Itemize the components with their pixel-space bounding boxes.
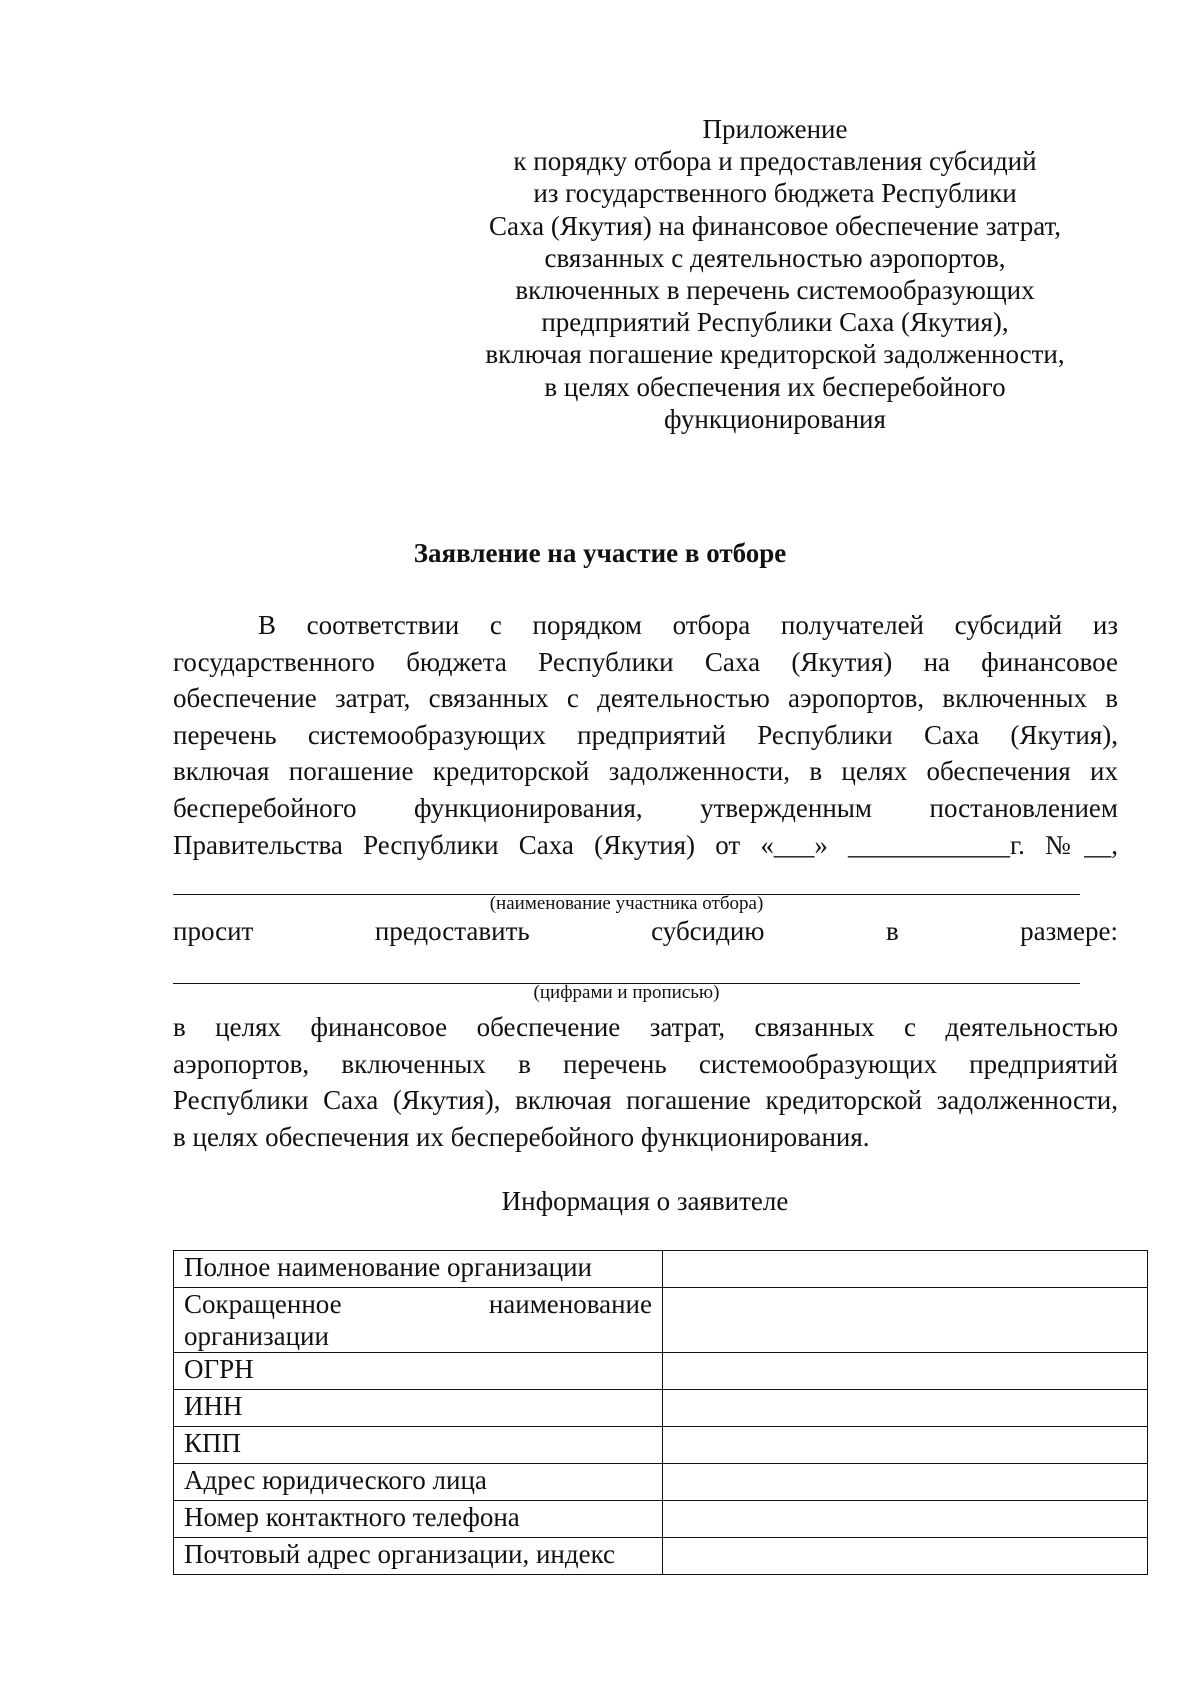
row-value-field[interactable] <box>663 1251 1148 1288</box>
row-label: Полное наименование организации <box>174 1251 663 1288</box>
table-row <box>174 1501 1148 1538</box>
appendix-header <box>480 113 1070 435</box>
paragraph-purpose <box>173 1009 1118 1155</box>
row-label: КПП <box>174 1427 663 1464</box>
table-row <box>174 1390 1148 1427</box>
row-label: Адрес юридического лица <box>174 1464 663 1501</box>
table-row <box>174 1251 1148 1288</box>
appendix-line: в целях обеспечения их бесперебойного <box>544 371 1006 402</box>
document-title: Заявление на участие в отборе <box>413 538 787 568</box>
appendix-line: из государственного бюджета Республики <box>533 178 1017 209</box>
table-row <box>174 1538 1148 1575</box>
request-word: просит <box>173 916 254 946</box>
request-word: субсидию <box>651 916 765 946</box>
paragraph-line: включая погашение кредиторской задолженности, в целях обеспечения их <box>173 756 1118 787</box>
paragraph-line: обеспечение затрат, связанных с деятельностью аэропортов, включенных в <box>173 683 1118 714</box>
paragraph-line: В соответствии с порядком отбора получателей субсидий из <box>258 610 1118 640</box>
request-word: в <box>885 916 899 946</box>
appendix-line: функционирования <box>664 403 886 434</box>
row-label <box>174 1288 663 1353</box>
row-value-field[interactable] <box>663 1390 1148 1427</box>
appendix-line: Саха (Якутия) на финансовое обеспечение затрат, <box>489 210 1061 241</box>
paragraph-line: государственного бюджета Республики Саха (Якутия) на финансовое <box>173 646 1118 677</box>
table-row <box>174 1464 1148 1501</box>
table-row <box>174 1288 1148 1353</box>
appendix-line: включая погашение кредиторской задолженности, <box>485 339 1065 370</box>
paragraph-line: перечень системообразующих предприятий Республики Саха (Якутия), <box>173 719 1118 750</box>
row-label-line: Сокращенное наименование <box>184 1289 652 1319</box>
appendix-line: связанных с деятельностью аэропортов, <box>544 242 1006 273</box>
participant-caption: (наименование участника отбора) <box>489 893 764 914</box>
row-label: ОГРН <box>174 1353 663 1390</box>
appendix-line: Приложение <box>702 114 848 144</box>
row-label: ИНН <box>174 1390 663 1427</box>
info-section-title: Информация о заявителе <box>501 1186 789 1216</box>
paragraph-line: бесперебойного функционирования, утвержденным постановлением <box>173 792 1118 823</box>
appendix-line: включенных в перечень системообразующих <box>515 275 1035 306</box>
row-value-field[interactable] <box>663 1464 1148 1501</box>
row-value-field[interactable] <box>663 1538 1148 1575</box>
row-label: Почтовый адрес организации, индекс <box>174 1538 663 1575</box>
applicant-info-table <box>173 1250 1148 1575</box>
request-line <box>173 916 1118 947</box>
row-value-field[interactable] <box>663 1288 1148 1353</box>
appendix-line: к порядку отбора и предоставления субсидий <box>513 146 1037 177</box>
row-value-field[interactable] <box>663 1353 1148 1390</box>
paragraph-line: аэропортов, включенных в перечень системообразующих предприятий <box>173 1048 1118 1079</box>
paragraph-line: Правительства Республики Саха (Якутия) от «___» ____________г. №__, <box>173 829 1118 860</box>
paragraph-intro <box>173 607 1118 863</box>
table-row <box>174 1427 1148 1464</box>
request-word: предоставить <box>374 916 530 946</box>
paragraph-line: в целях финансовое обеспечение затрат, связанных с деятельностью <box>173 1012 1118 1042</box>
request-word: размере: <box>1020 916 1118 946</box>
row-value-field[interactable] <box>663 1501 1148 1538</box>
amount-caption: (цифрами и прописью) <box>533 982 720 1003</box>
appendix-line: предприятий Республики Саха (Якутия), <box>541 307 1009 338</box>
paragraph-line: Республики Саха (Якутия), включая погашение кредиторской задолженности, <box>173 1085 1118 1116</box>
row-label: Номер контактного телефона <box>174 1501 663 1538</box>
row-value-field[interactable] <box>663 1427 1148 1464</box>
row-label-line: организации <box>184 1321 329 1351</box>
table-row <box>174 1353 1148 1390</box>
paragraph-line: в целях обеспечения их бесперебойного функционирования. <box>173 1121 870 1152</box>
